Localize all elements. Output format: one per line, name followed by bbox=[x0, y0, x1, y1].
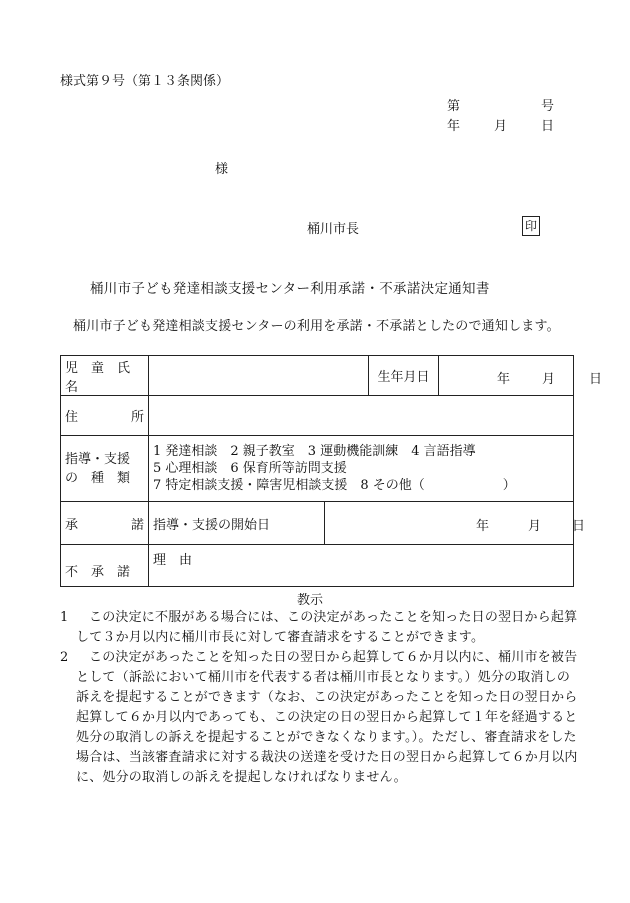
birth-date-label: 生年月日 bbox=[369, 356, 439, 396]
guidance-row bbox=[61, 436, 574, 502]
birth-day-unit: 日 bbox=[589, 371, 603, 387]
birth-year-unit: 年 bbox=[497, 371, 511, 387]
child-name-label: 児 童 氏 名 bbox=[61, 356, 149, 396]
rejection-row bbox=[61, 545, 574, 587]
seal-mark: 印 bbox=[522, 216, 540, 236]
instruction-number: 1 bbox=[60, 610, 69, 625]
birth-month-unit: 月 bbox=[542, 371, 556, 387]
year-label: 年 bbox=[447, 119, 461, 134]
guidance-label-line-1: 指導・支援 bbox=[65, 451, 131, 467]
start-month-unit: 月 bbox=[528, 519, 542, 534]
birth-date-value[interactable] bbox=[439, 356, 603, 396]
start-date-label: 指導・支援の開始日 bbox=[149, 502, 325, 545]
address-row bbox=[61, 396, 574, 436]
issuer-name: 桶川市長 bbox=[307, 222, 360, 237]
instructions-list bbox=[60, 608, 582, 788]
instruction-text: この決定に不服がある場合には、この決定があったことを知った日の翌日から起算して３か月以内に桶川市長に対して審査請求をすることができます。 bbox=[76, 610, 578, 645]
child-name-row bbox=[61, 356, 574, 396]
approval-label bbox=[61, 502, 149, 545]
start-day-unit: 日 bbox=[572, 519, 586, 534]
instruction-number: 2 bbox=[60, 650, 69, 665]
month-label: 月 bbox=[494, 119, 508, 134]
form-number: 様式第９号（第１３条関係） bbox=[60, 74, 230, 89]
issue-label: 号 bbox=[541, 99, 555, 114]
guidance-types[interactable] bbox=[149, 436, 574, 502]
start-year-unit: 年 bbox=[476, 519, 490, 534]
approval-label-char-2: 諾 bbox=[130, 517, 144, 533]
address-label-char-2: 所 bbox=[130, 410, 144, 425]
instruction-text: この決定があったことを知った日の翌日から起算して６か月以内に、桶川市を被告として（訴訟において桶川市を代表する者は桶川市長となります。）処分の取消しの訴えを提起することができます（なお、この決定があったことを知った日の翌日から起算して６か月以内であっても、この決定の日の翌日から起算して１年を経過すると処分の取消しの訴えを提起することができなくなります。）。ただし、審査請求をした場合は、当該審査請求に対する裁決の送達を受けた日の翌日から起算して６か月以内に、処分の取消しの訴えを提起しなければなりません。 bbox=[76, 650, 578, 785]
intro-text: 桶川市子ども発達相談支援センターの利用を承諾・不承諾としたので通知します。 bbox=[73, 319, 560, 334]
rejection-label: 不 承 諾 bbox=[61, 545, 149, 587]
addressee-suffix: 様 bbox=[215, 162, 229, 177]
address-value[interactable] bbox=[149, 396, 574, 436]
approval-row bbox=[61, 502, 574, 545]
document-number-block bbox=[447, 95, 557, 135]
address-label bbox=[61, 396, 149, 436]
document-title: 桶川市子ども発達相談支援センター利用承諾・不承諾決定通知書 bbox=[90, 281, 490, 297]
reason-label: 理 由 bbox=[153, 553, 193, 568]
instructions-heading: 教示 bbox=[297, 593, 324, 608]
approval-label-char-1: 承 bbox=[65, 517, 79, 533]
number-label: 第 bbox=[447, 99, 461, 114]
guidance-types-line: 5 心理相談 6 保育所等訪問支援 bbox=[153, 461, 347, 476]
day-label: 日 bbox=[541, 119, 555, 134]
guidance-label bbox=[61, 436, 149, 502]
address-label-char-1: 住 bbox=[65, 410, 79, 425]
instruction-item bbox=[60, 608, 582, 648]
guidance-label-line-2: の 種 類 bbox=[65, 470, 131, 486]
start-date-value[interactable] bbox=[325, 502, 586, 545]
instruction-item bbox=[60, 648, 582, 788]
rejection-reason[interactable] bbox=[149, 545, 574, 587]
guidance-types-line: 1 発達相談 2 親子教室 3 運動機能訓練 4 言語指導 bbox=[153, 444, 476, 459]
application-table bbox=[60, 355, 603, 587]
child-name-value[interactable] bbox=[149, 356, 369, 396]
guidance-types-line: 7 特定相談支援・障害児相談支援 8 その他（ ） bbox=[153, 478, 516, 493]
